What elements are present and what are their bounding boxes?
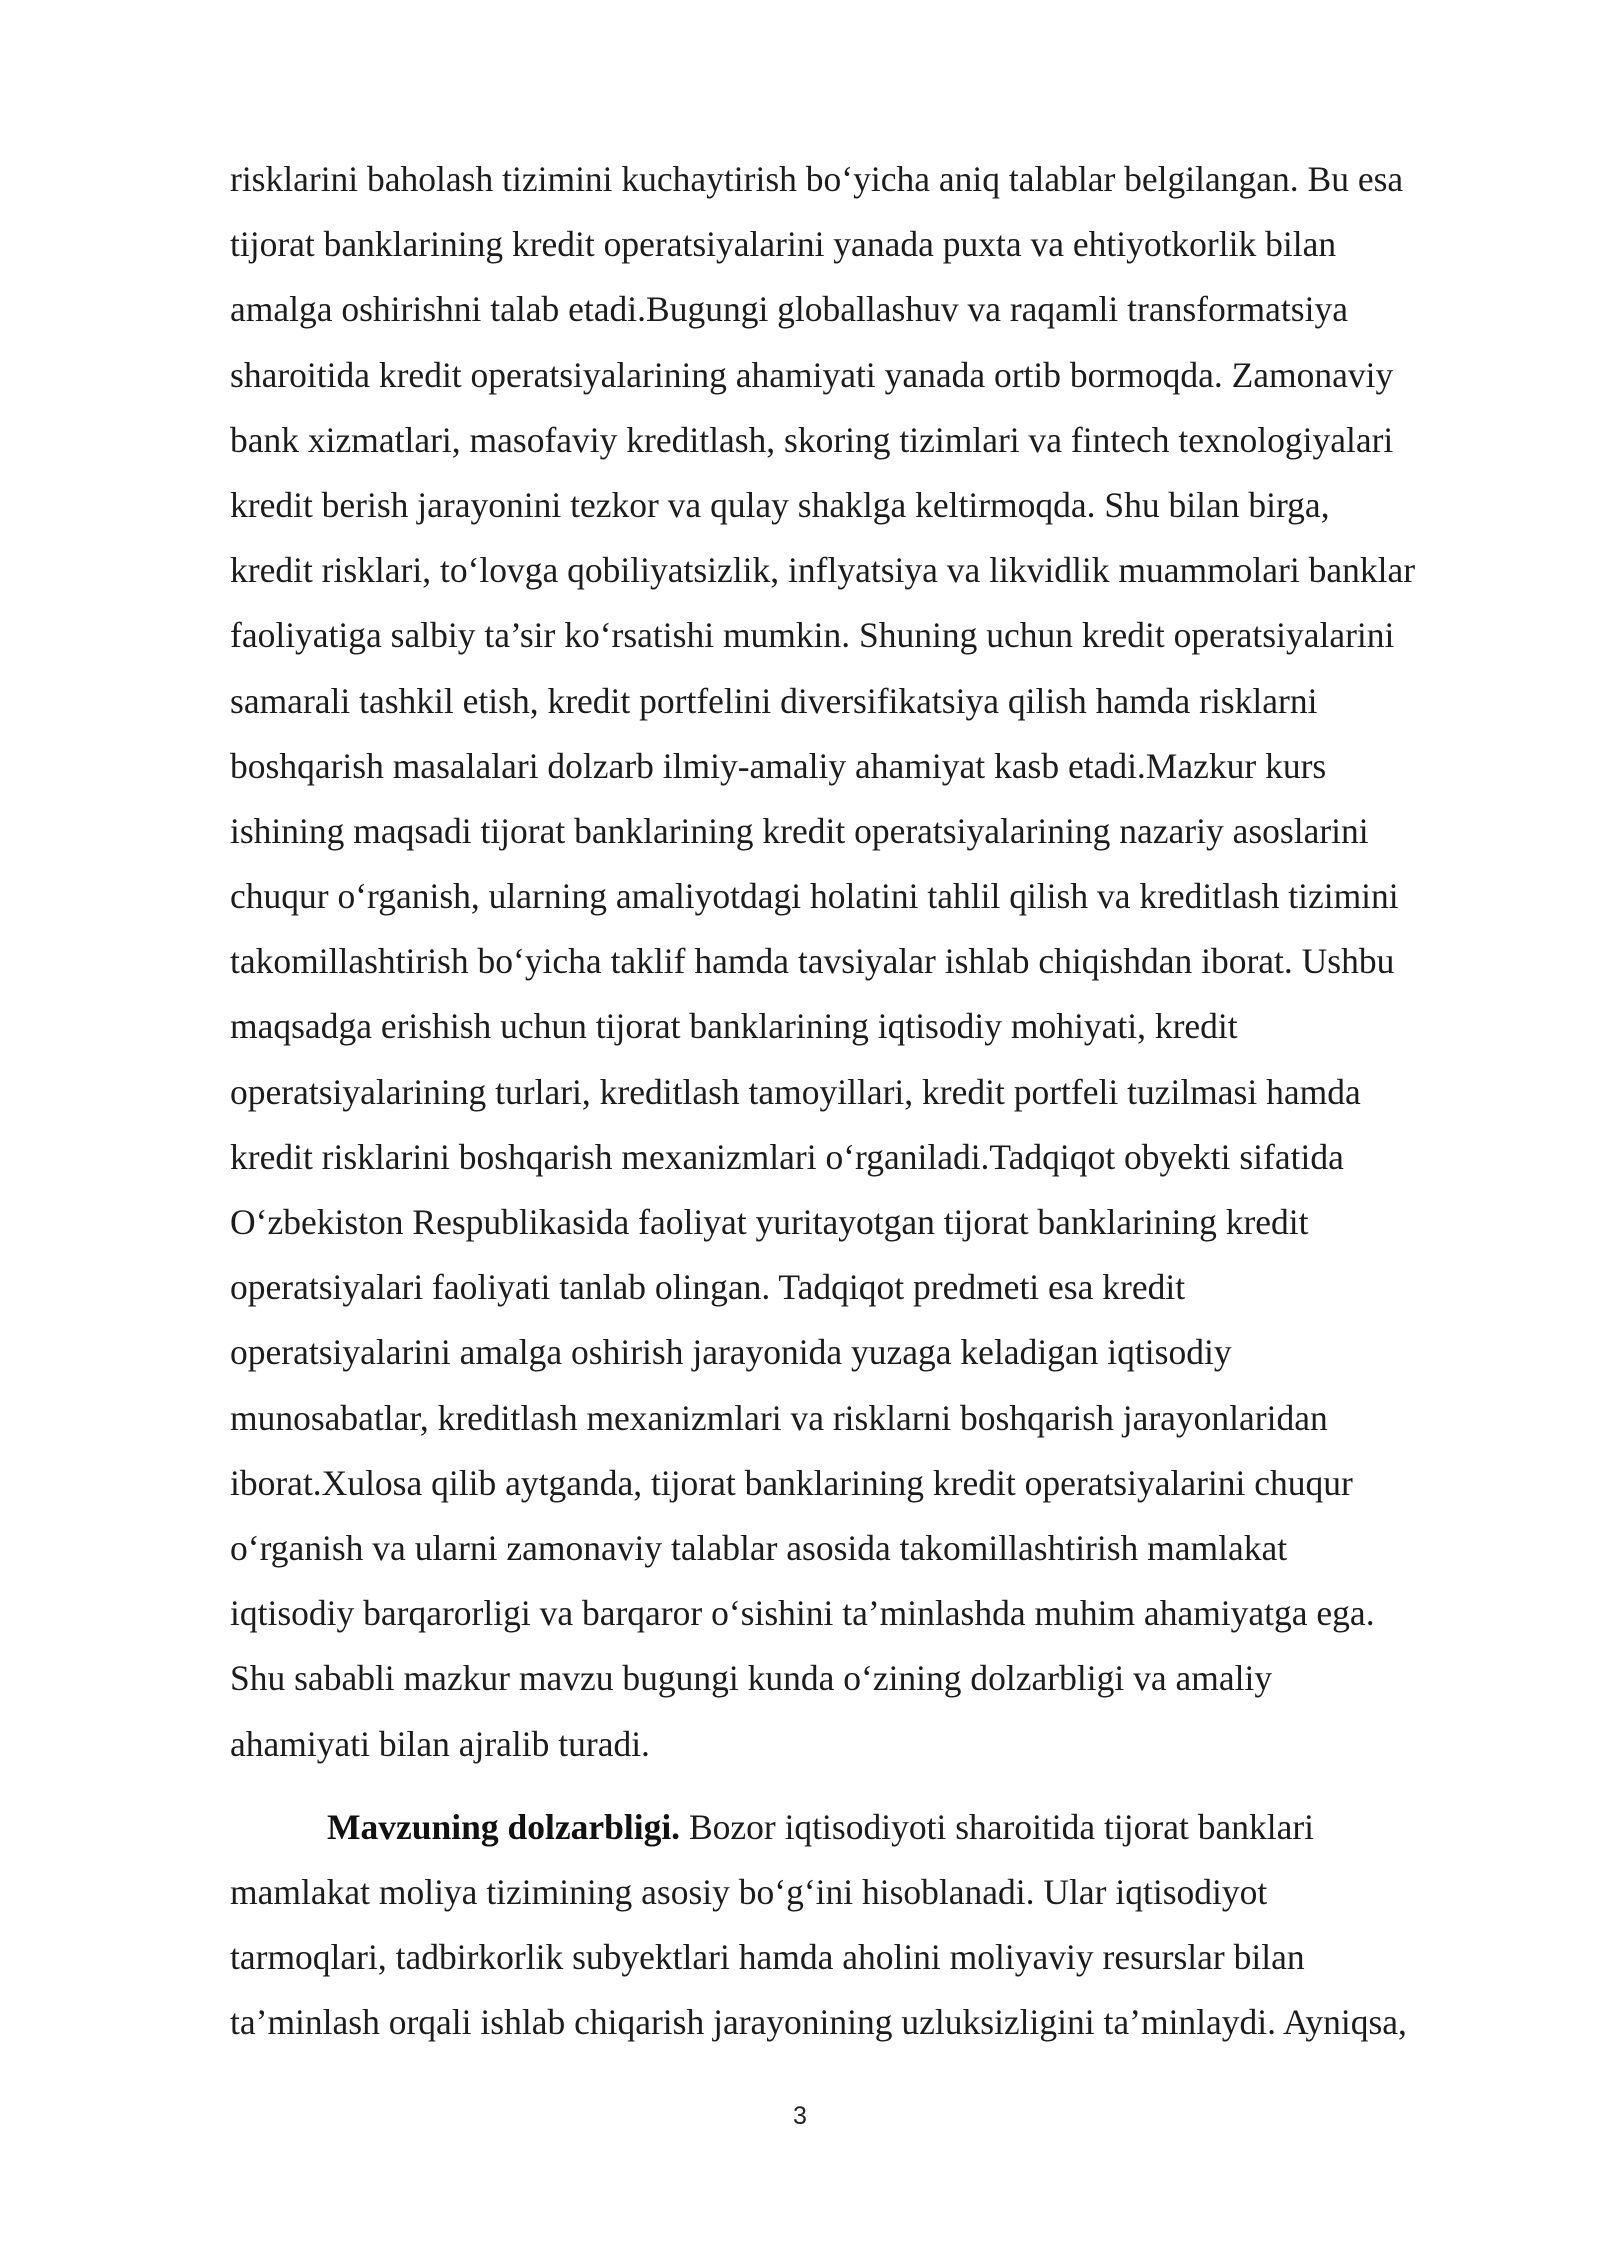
text-line: ahamiyati bilan ajralib turadi. <box>230 1723 650 1764</box>
text-line: kredit risklari, to‘lovga qobiliyatsizlik, inflyatsiya va likvidlik muammolari banklar <box>230 550 1416 591</box>
text-line: munosabatlar, kreditlash mexanizmlari va risklarni boshqarish jarayonlaridan <box>230 1397 1328 1438</box>
text-line: ta’minlash orqali ishlab chiqarish jarayonining uzluksizligini ta’minlaydi. Ayniqsa, <box>230 2002 1407 2043</box>
paragraph-1 <box>230 147 1500 1777</box>
section-heading: Mavzuning dolzarbligi. <box>327 1806 681 1847</box>
text-line: faoliyatiga salbiy ta’sir ko‘rsatishi mumkin. Shuning uchun kredit operatsiyalarini <box>230 615 1395 656</box>
paragraph-gap <box>230 1777 1500 1795</box>
text-line: Shu sababli mazkur mavzu bugungi kunda o‘zining dolzarbligi va amaliy <box>230 1658 1273 1699</box>
text-line: takomillashtirish bo‘yicha taklif hamda tavsiyalar ishlab chiqishdan iborat. Ushbu <box>230 941 1395 982</box>
text-line: operatsiyalari faoliyati tanlab olingan. Tadqiqot predmeti esa kredit <box>230 1267 1186 1308</box>
text-line: kredit risklarini boshqarish mexanizmlari o‘rganiladi.Tadqiqot obyekti sifatida <box>230 1136 1344 1177</box>
text-line: samarali tashkil etish, kredit portfelini diversifikatsiya qilish hamda risklarni <box>230 680 1318 721</box>
text-line: O‘zbekiston Respublikasida faoliyat yuritayotgan tijorat banklarining kredit <box>230 1202 1309 1242</box>
text-fragment: Bozor iqtisodiyoti sharoitida tijorat banklari <box>680 1806 1315 1847</box>
text-line: ishining maqsadi tijorat banklarining kredit operatsiyalarining nazariy asoslarini <box>230 810 1369 851</box>
text-line: operatsiyalarining turlari, kreditlash tamoyillari, kredit portfeli tuzilmasi hamda <box>230 1071 1361 1112</box>
paragraph-2 <box>230 1795 1500 2056</box>
text-line: tarmoqlari, tadbirkorlik subyektlari hamda aholini moliyaviy resurslar bilan <box>230 1937 1305 1978</box>
text-line: maqsadga erishish uchun tijorat banklarining iqtisodiy mohiyati, kredit <box>230 1006 1238 1047</box>
text-line: chuqur o‘rganish, ularning amaliyotdagi holatini tahlil qilish va kreditlash tizimini <box>230 876 1399 917</box>
text-line: amalga oshirishni talab etadi.Bugungi globallashuv va raqamli transformatsiya <box>230 289 1348 330</box>
text-line: tijorat banklarining kredit operatsiyalarini yanada puxta va ehtiyotkorlik bilan <box>230 224 1337 265</box>
page-number: 3 <box>793 2102 807 2130</box>
text-line: kredit berish jarayonini tezkor va qulay shaklga keltirmoqda. Shu bilan birga, <box>230 484 1330 525</box>
text-line: o‘rganish va ularni zamonaviy talablar asosida takomillashtirish mamlakat <box>230 1527 1288 1568</box>
paragraph-2-first-line <box>230 1795 1500 1860</box>
text-line: iqtisodiy barqarorligi va barqaror o‘sishini ta’minlashda muhim ahamiyatga ega. <box>230 1593 1375 1634</box>
text-line: mamlakat moliya tizimining asosiy bo‘g‘ini hisoblanadi. Ular iqtisodiyot <box>230 1871 1268 1912</box>
text-line: boshqarish masalalari dolzarb ilmiy-amaliy ahamiyat kasb etadi.Mazkur kurs <box>230 745 1327 786</box>
text-line: bank xizmatlari, masofaviy kreditlash, skoring tizimlari va fintech texnologiyalari <box>230 419 1394 460</box>
text-line: operatsiyalarini amalga oshirish jarayonida yuzaga keladigan iqtisodiy <box>230 1332 1232 1373</box>
text-line: risklarini baholash tizimini kuchaytirish bo‘yicha aniq talablar belgilangan. Bu esa <box>230 159 1404 199</box>
text-line: iborat.Xulosa qilib aytganda, tijorat banklarining kredit operatsiyalarini chuqur <box>230 1462 1353 1503</box>
text-line: sharoitida kredit operatsiyalarining ahamiyati yanada ortib bormoqda. Zamonaviy <box>230 354 1394 395</box>
body-text <box>230 147 1500 2055</box>
